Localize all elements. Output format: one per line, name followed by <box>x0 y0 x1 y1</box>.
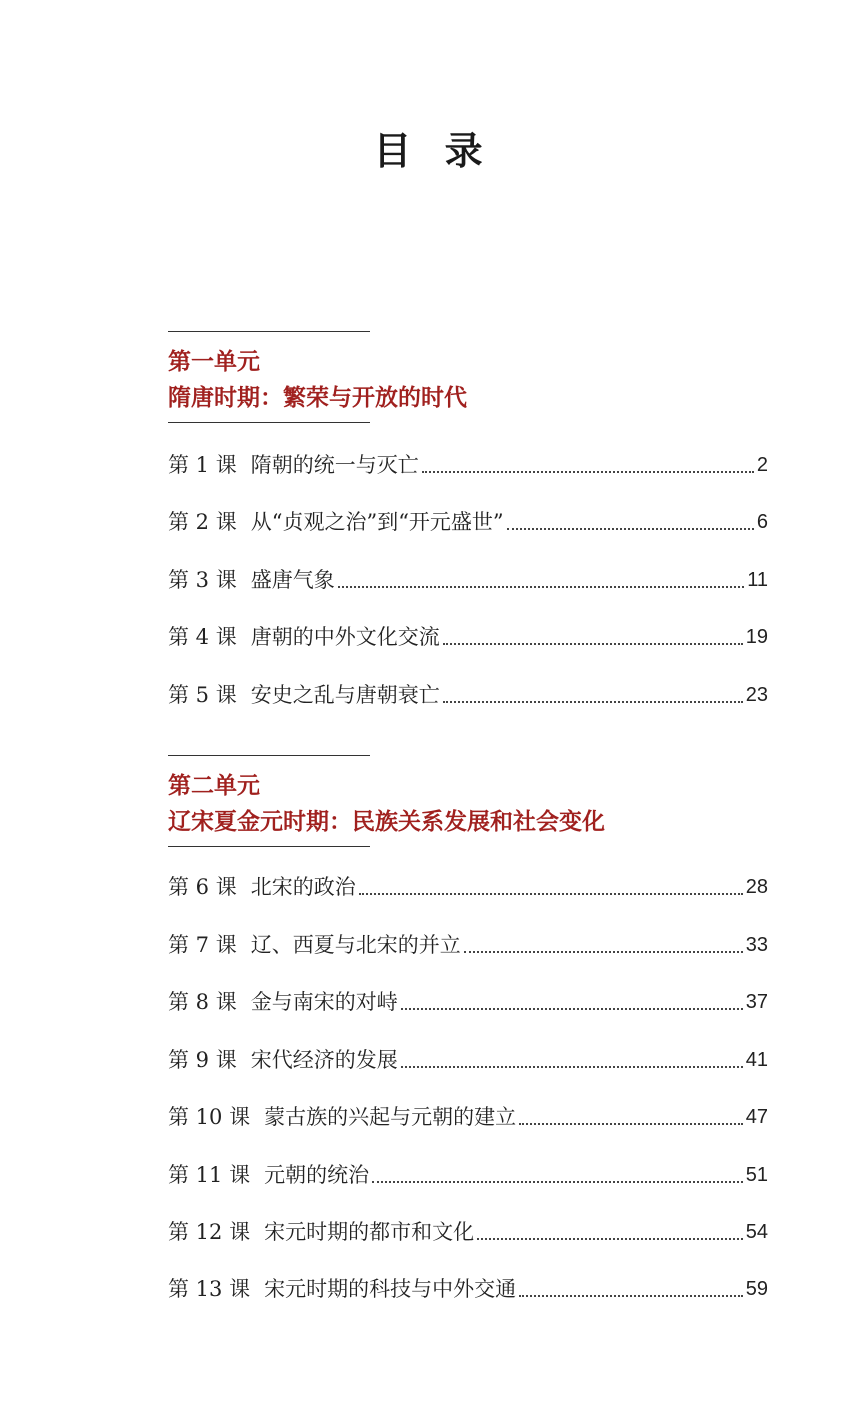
page-number: 28 <box>745 876 768 898</box>
unit-divider <box>168 846 370 847</box>
dot-leader <box>359 893 743 895</box>
dot-leader <box>443 643 743 645</box>
toc-entry-lesson-5[interactable] <box>168 674 768 710</box>
lesson-title: 蒙古族的兴起与元朝的建立 <box>264 1105 517 1129</box>
dot-leader <box>519 1295 743 1297</box>
lesson-title: 宋元时期的科技与中外交通 <box>264 1277 517 1301</box>
toc-entry-lesson-11[interactable] <box>168 1154 768 1190</box>
unit-label: 第二单元 <box>168 772 260 799</box>
lesson-title: 唐朝的中外文化交流 <box>250 625 440 649</box>
page-number: 51 <box>745 1164 768 1186</box>
lesson-number: 第 1 课 <box>168 453 237 477</box>
unit-divider <box>168 422 370 423</box>
page-number: 54 <box>745 1221 768 1243</box>
toc-entry-lesson-13[interactable] <box>168 1268 768 1304</box>
lesson-number: 第 5 课 <box>168 683 237 707</box>
lesson-number: 第 6 课 <box>168 875 237 899</box>
dot-leader <box>519 1123 743 1125</box>
unit-title: 隋唐时期：繁荣与开放的时代 <box>168 384 467 411</box>
dot-leader <box>372 1181 743 1183</box>
toc-entry-lesson-9[interactable] <box>168 1039 768 1075</box>
lesson-number: 第 7 课 <box>168 933 237 957</box>
page-number: 37 <box>745 991 768 1013</box>
dot-leader <box>338 586 745 588</box>
lesson-title: 元朝的统治 <box>264 1163 370 1187</box>
unit-divider <box>168 755 370 756</box>
lesson-number: 第 2 课 <box>168 510 237 534</box>
lesson-number: 第 11 课 <box>168 1163 251 1187</box>
toc-entry-lesson-6[interactable] <box>168 866 768 902</box>
lesson-number: 第 4 课 <box>168 625 237 649</box>
unit-header-1 <box>168 331 768 423</box>
lesson-number: 第 3 课 <box>168 568 237 592</box>
lesson-title: 盛唐气象 <box>250 568 335 592</box>
toc-entry-lesson-2[interactable] <box>168 501 768 537</box>
lesson-title: 北宋的政治 <box>250 875 356 899</box>
toc-entry-lesson-10[interactable] <box>168 1096 768 1132</box>
toc-entry-lesson-8[interactable] <box>168 981 768 1017</box>
page-number: 6 <box>756 511 768 533</box>
unit-divider <box>168 331 370 332</box>
lesson-title: 金与南宋的对峙 <box>250 990 398 1014</box>
page-number: 33 <box>745 934 768 956</box>
lesson-number: 第 10 课 <box>168 1105 251 1129</box>
lesson-title: 宋元时期的都市和文化 <box>264 1220 475 1244</box>
toc-entry-lesson-12[interactable] <box>168 1211 768 1247</box>
lesson-title: 辽、西夏与北宋的并立 <box>250 933 461 957</box>
lesson-title: 隋朝的统一与灭亡 <box>250 453 419 477</box>
dot-leader <box>401 1066 743 1068</box>
dot-leader <box>443 701 743 703</box>
unit-title: 辽宋夏金元时期：民族关系发展和社会变化 <box>168 808 605 835</box>
lesson-title: 从“贞观之治”到“开元盛世” <box>250 510 504 534</box>
dot-leader <box>401 1008 743 1010</box>
lesson-number: 第 9 课 <box>168 1048 237 1072</box>
page-number: 47 <box>745 1106 768 1128</box>
lesson-title: 安史之乱与唐朝衰亡 <box>250 683 440 707</box>
toc-entry-lesson-3[interactable] <box>168 559 768 595</box>
toc-entry-lesson-1[interactable] <box>168 444 768 480</box>
page-number: 11 <box>747 569 768 591</box>
unit-header-2 <box>168 755 768 847</box>
toc-entry-lesson-7[interactable] <box>168 924 768 960</box>
lesson-title: 宋代经济的发展 <box>250 1048 398 1072</box>
dot-leader <box>464 951 743 953</box>
dot-leader <box>422 471 754 473</box>
page-title: 目 录 <box>373 129 493 173</box>
dot-leader <box>477 1238 743 1240</box>
page-number: 59 <box>745 1278 768 1300</box>
page-number: 41 <box>745 1049 768 1071</box>
page-number: 2 <box>756 454 768 476</box>
toc-entry-lesson-4[interactable] <box>168 616 768 652</box>
page-number: 19 <box>745 626 768 648</box>
lesson-number: 第 13 课 <box>168 1277 251 1301</box>
dot-leader <box>507 528 754 530</box>
lesson-number: 第 8 课 <box>168 990 237 1014</box>
unit-label: 第一单元 <box>168 348 260 375</box>
lesson-number: 第 12 课 <box>168 1220 251 1244</box>
page-number: 23 <box>745 684 768 706</box>
